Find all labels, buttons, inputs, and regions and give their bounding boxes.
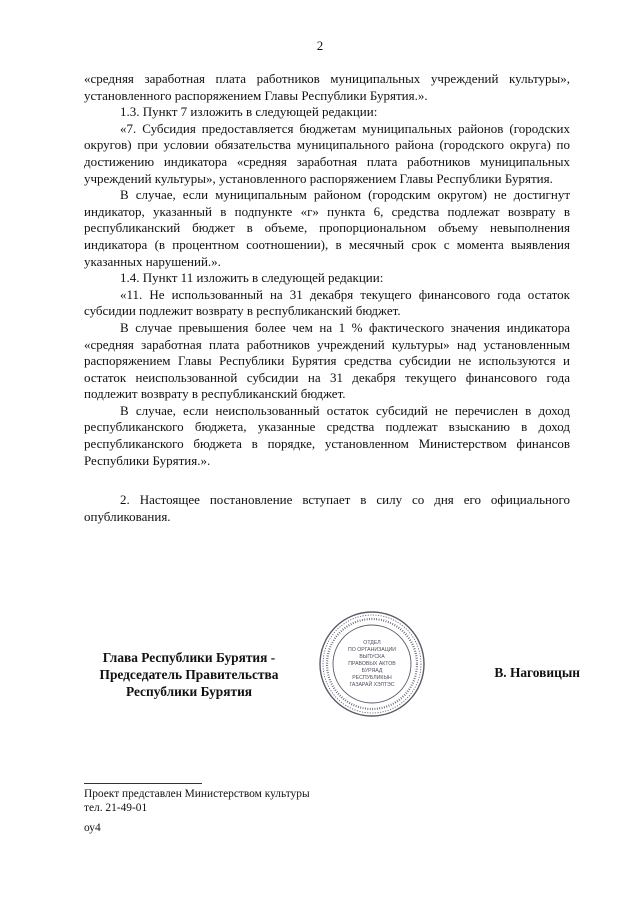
signatory-title-line: Председатель Правительства (99, 667, 279, 682)
paragraph: В случае, если муниципальным районом (городским округом) не достигнут индикатор, указанный в подпункте «г» пункта 6, средства подлежат возврату в республиканский бюджет в объеме, пропорциональном объему невыполнения индикатора (в процентном соотношении), в месячный срок с момента выявления указанных нарушений.». (84, 187, 570, 269)
signatory-name: В. Наговицын (494, 665, 580, 680)
seal-text-line: ГАЗАРАЙ ХЭЛТЭС (349, 682, 395, 688)
paragraph: «средняя заработная плата работников муниципальных учреждений культуры», установленного распоряжением Главы Республики Бурятия.». (84, 71, 570, 103)
seal-text-line: ВЫПУСКА (359, 654, 385, 660)
footer-note (84, 787, 310, 815)
official-seal (318, 610, 426, 718)
paragraph: «11. Не использованный на 31 декабря текущего финансового года остаток субсидии подлежит возврату в республиканский бюджет. (84, 286, 570, 319)
footer-code: оу4 (84, 822, 101, 834)
footer-prepared-by: Проект представлен Министерством культуры (84, 788, 310, 800)
seal-text-line: ПРАВОВЫХ АКТОВ (348, 661, 396, 667)
seal-text-line: ПО ОРГАНИЗАЦИИ (348, 647, 396, 653)
signatory-title-line: Республики Бурятия (125, 684, 253, 699)
seal-text-line: БУРЯАД (361, 668, 383, 674)
footer-divider (84, 783, 202, 784)
paragraph: 1.3. Пункт 7 изложить в следующей редакции: (120, 104, 378, 120)
seal-text-line: РЕСПУБЛИКЫН (352, 675, 392, 681)
paragraph-effective-date: 2. Настоящее постановление вступает в силу со дня его официального опубликования. (84, 492, 570, 524)
paragraph: В случае превышения более чем на 1 % фактического значения индикатора «средняя заработная плата работников учреждений культуры» над установленным распоряжением Главы Республики Бурятия средства субсидии не используются и остаток неиспользованной субсидии на 31 декабря текущего финансового года подлежит возврату в республиканский бюджет. (84, 319, 570, 402)
paragraph: «7. Субсидия предоставляется бюджетам муниципальных районов (городских округов) при условии обязательства муниципального района (городского округа) по достижению индикатора «средняя заработная плата работников муниципальных учреждений культуры», установленного распоряжением Главы Республики Бурятия. (84, 120, 570, 186)
footer-phone: тел. 21-49-01 (84, 802, 148, 814)
page-number: 2 (316, 38, 324, 53)
signatory-title (84, 649, 294, 700)
paragraph: В случае, если неиспользованный остаток субсидий не перечислен в доход республиканского бюджета, указанные средства подлежат взысканию в доход республиканского бюджета в порядке, установленном Министерством финансов Республики Бурятия.». (84, 402, 570, 468)
paragraph: 1.4. Пункт 11 изложить в следующей редакции: (120, 270, 384, 286)
document-body (84, 71, 570, 525)
seal-text-line: ОТДЕЛ (363, 640, 381, 646)
signatory-title-line: Глава Республики Бурятия - (102, 650, 276, 665)
